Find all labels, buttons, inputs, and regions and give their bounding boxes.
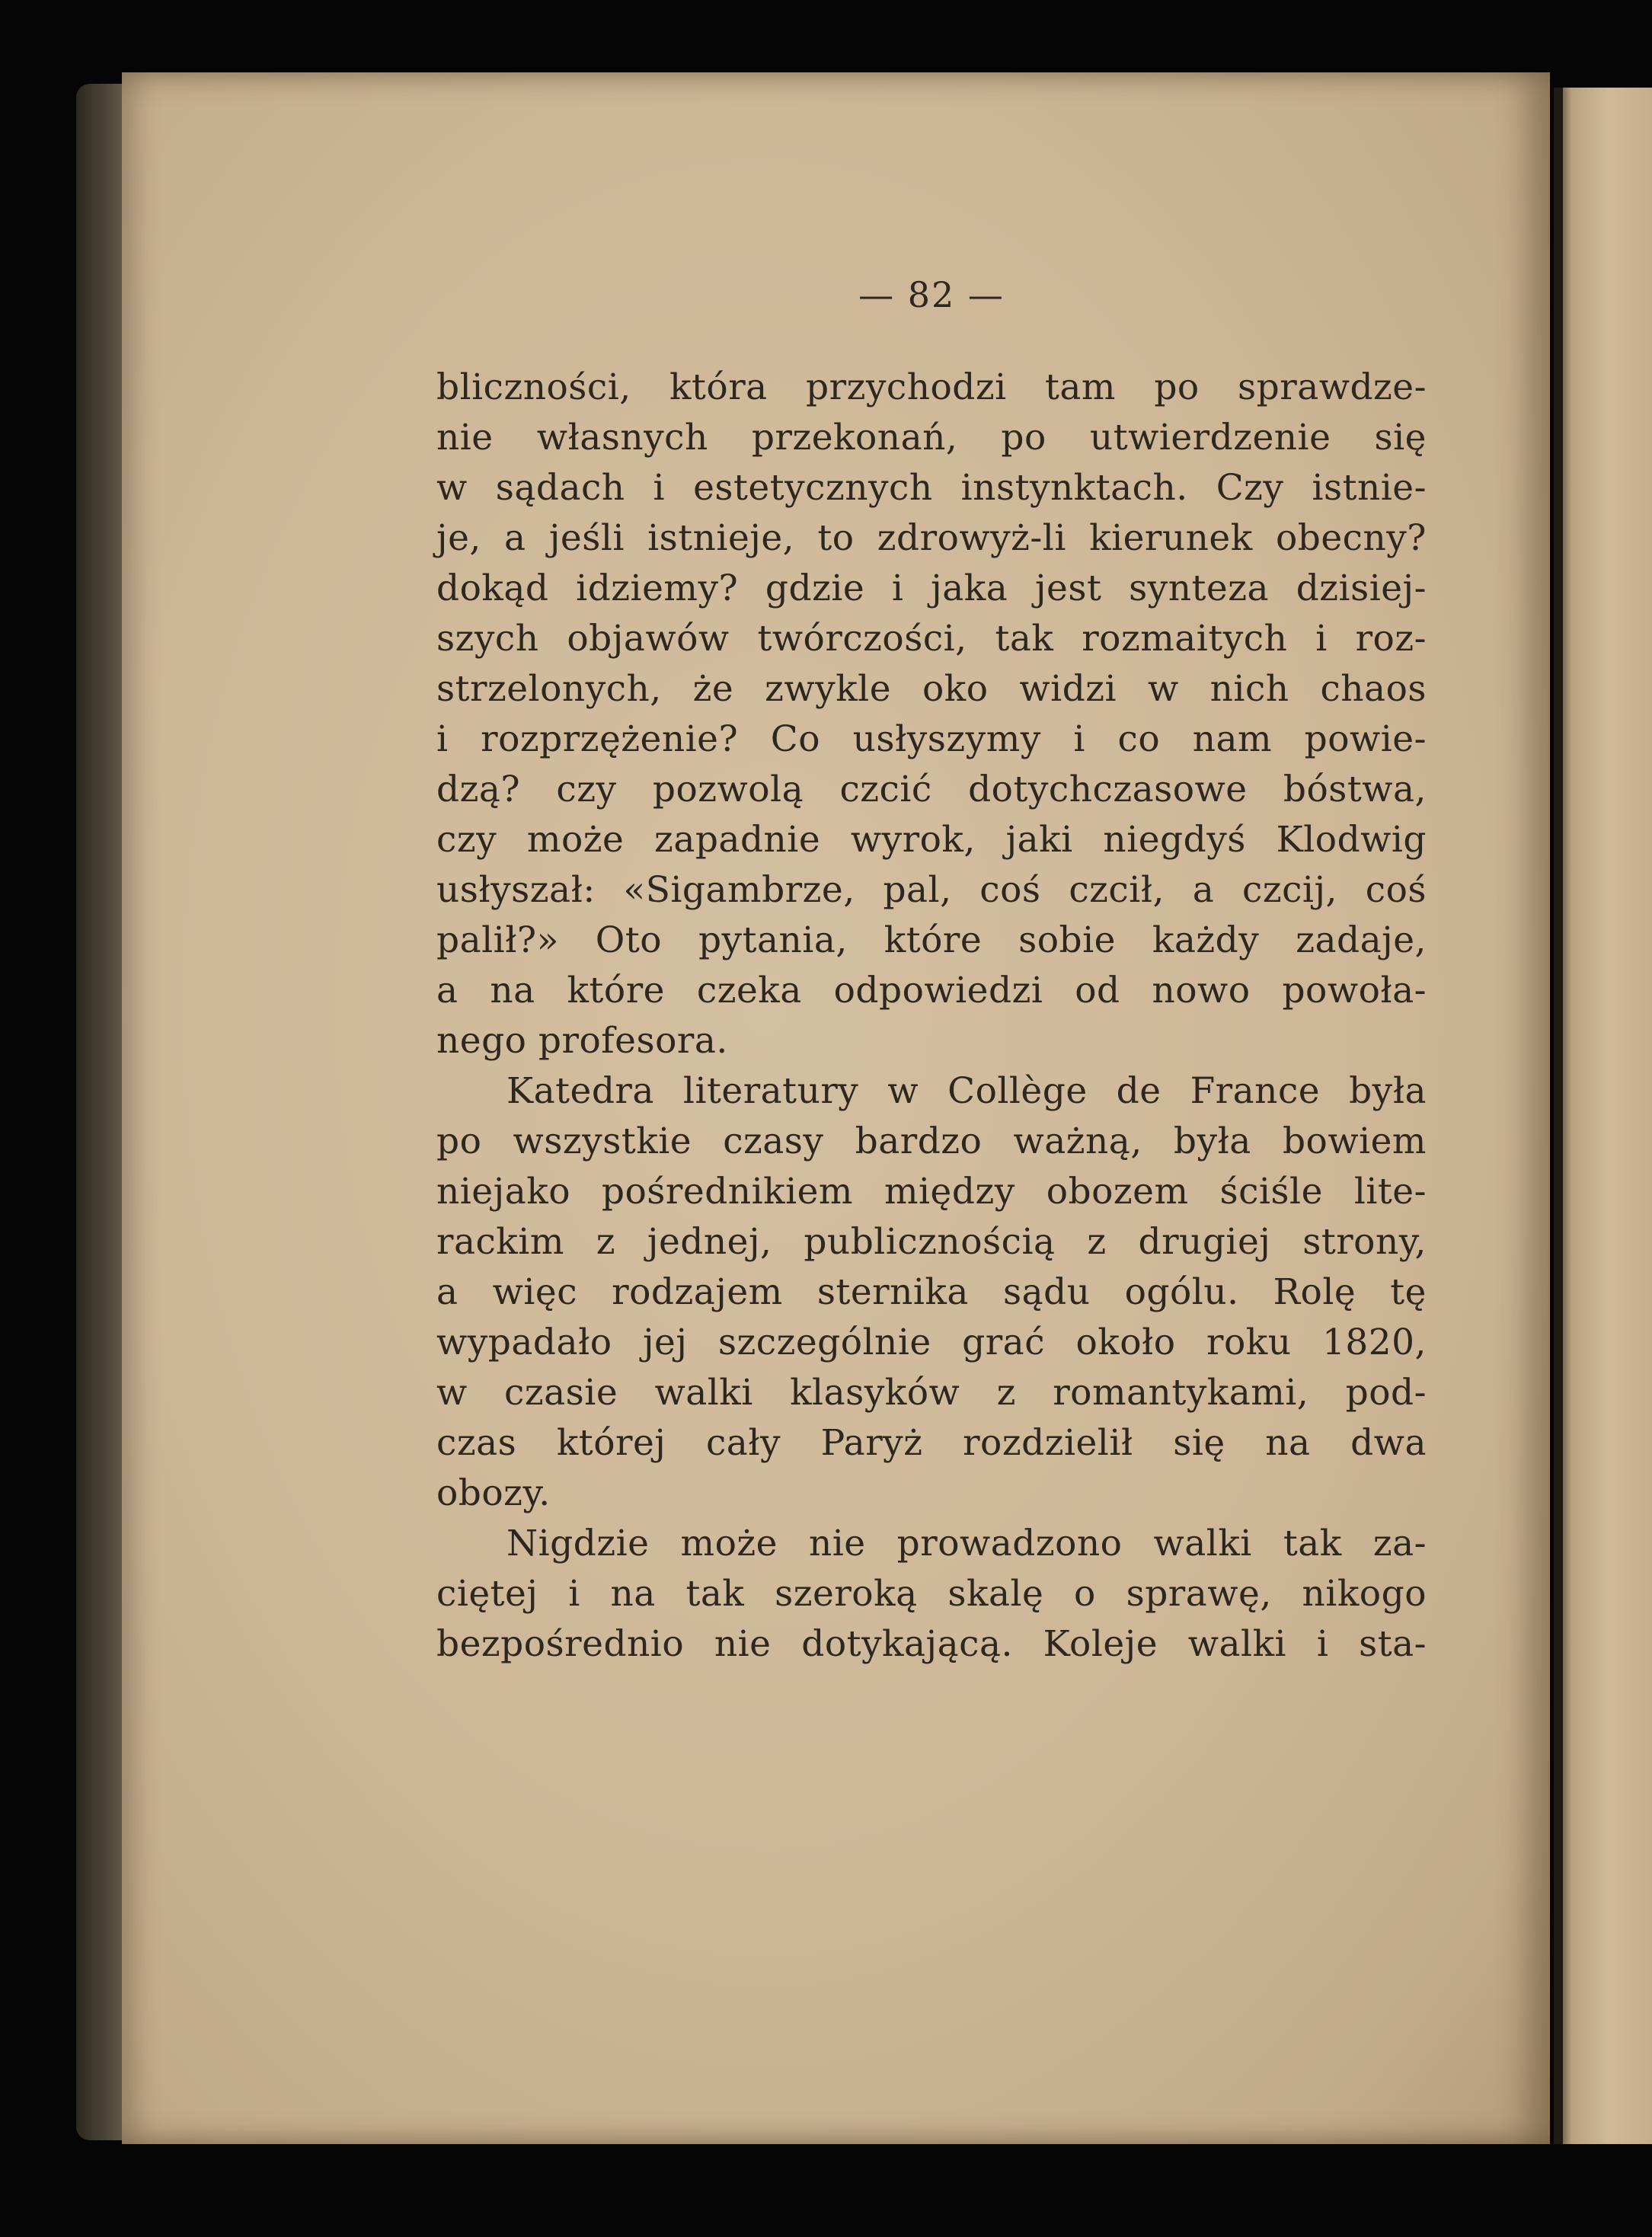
page-number: — 82 — <box>858 274 1005 315</box>
text-line: usłyszał: «Sigambrze, pal, coś czcił, a czcij, coś <box>436 869 1427 911</box>
text-line: w sądach i estetycznych instynktach. Czy istnie- <box>436 467 1427 509</box>
text-line: w czasie walki klasyków z romantykami, pod- <box>436 1372 1427 1414</box>
text-line: czy może zapadnie wyrok, jaki niegdyś Klodwig <box>436 819 1427 861</box>
text-line: dzą? czy pozwolą czcić dotychczasowe bóstwa, <box>436 769 1427 810</box>
text-line: ciętej i na tak szeroką skalę o sprawę, nikogo <box>436 1573 1427 1615</box>
text-line: niejako pośrednikiem między obozem ściśle lite- <box>436 1171 1427 1213</box>
text-line: strzelonych, że zwykle oko widzi w nich chaos <box>436 668 1427 710</box>
text-line: nego profesora. <box>436 1020 728 1062</box>
text-line: po wszystkie czasy bardzo ważną, była bowiem <box>436 1120 1427 1162</box>
text-line: je, a jeśli istnieje, to zdrowyż-li kierunek obecny? <box>436 517 1427 559</box>
text-line: a więc rodzajem sternika sądu ogólu. Rolę tę <box>436 1271 1427 1313</box>
text-line: nie własnych przekonań, po utwierdzenie się <box>436 417 1427 459</box>
text-line: czas której cały Paryż rozdzielił się na dwa <box>436 1422 1427 1464</box>
text-line: wypadało jej szczególnie grać około roku 1820, <box>436 1321 1427 1363</box>
page-edge <box>1554 88 1652 2144</box>
text-line: palił?» Oto pytania, które sobie każdy zadaje, <box>436 919 1427 961</box>
text-line: bezpośrednio nie dotykającą. Koleje walki i sta- <box>436 1623 1427 1665</box>
text-line: obozy. <box>436 1472 551 1514</box>
page-text <box>436 274 1427 1670</box>
page-gutter <box>1554 88 1563 2144</box>
text-line: szych objawów twórczości, tak rozmaitych i roz- <box>436 618 1427 660</box>
text-line: i rozprzężenie? Co usłyszymy i co nam powie- <box>436 718 1427 760</box>
text-line: a na które czeka odpowiedzi od nowo powoła- <box>436 970 1427 1011</box>
text-line: rackim z jednej, publicznością z drugiej strony, <box>436 1221 1427 1263</box>
text-line: bliczności, która przychodzi tam po sprawdze- <box>436 366 1427 408</box>
text-line: Nigdzie może nie prowadzono walki tak za- <box>506 1523 1427 1564</box>
text-line: Katedra literatury w Collège de France była <box>506 1070 1427 1112</box>
text-line: dokąd idziemy? gdzie i jaka jest synteza dzisiej- <box>436 567 1427 609</box>
